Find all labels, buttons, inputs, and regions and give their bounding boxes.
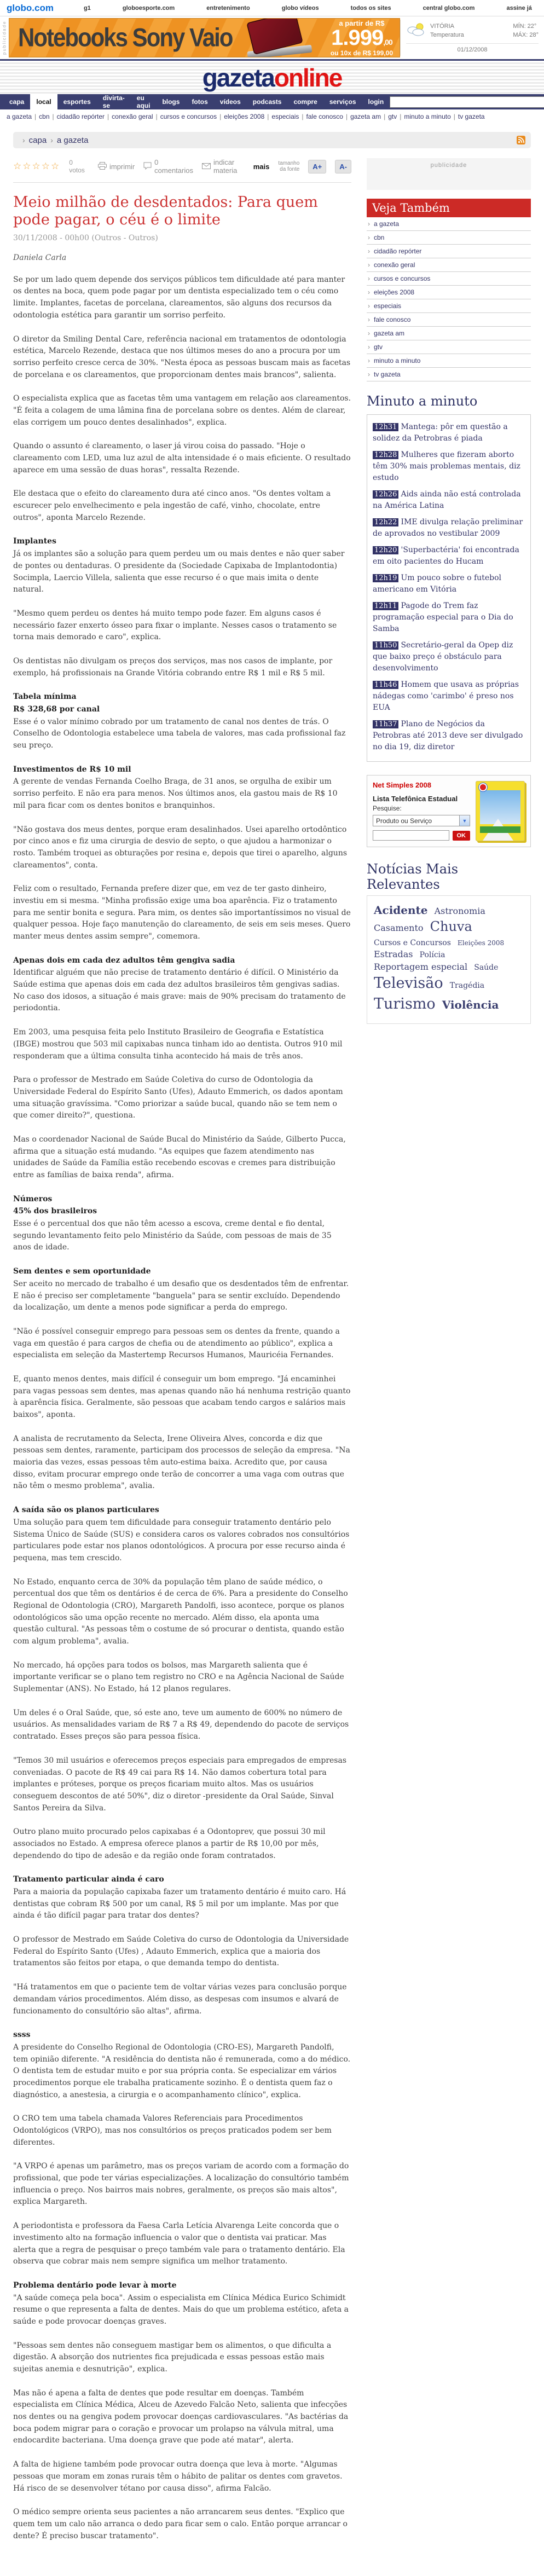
sidebar — [367, 152, 531, 1024]
veja-tambem-label: minuto a minuto — [374, 357, 421, 364]
article-section-heading: Tabela mínima — [13, 692, 77, 702]
breadcrumb-arrow-icon: › — [22, 136, 25, 144]
globo-bar-link-assine-ja[interactable]: assine já — [506, 4, 532, 11]
ad-row — [0, 16, 544, 59]
veja-tambem-label: cbn — [374, 234, 385, 241]
globo-bar-link-central-globo.com[interactable]: central globo.com — [423, 4, 475, 11]
chevron-right-icon: › — [368, 275, 370, 282]
article-body — [13, 274, 351, 2543]
globo-bar-link-globoesporte.com[interactable]: globoesporte.com — [122, 4, 175, 11]
article-paragraph: "Mesmo quem perdeu os dentes há muito tempo pode fazer. Em alguns casos é necessário fazer enxerto ósseo para fixar o implante. Nesses casos o tratamento se torna mais demorado e caro", explica. — [13, 609, 337, 642]
article-date: 30/11/2008 - 00h00 (Outros - Outros) — [13, 233, 158, 242]
minuto-text: Secretário-geral da Opep diz que baixo preço é obstáculo para desenvolvimento — [373, 641, 513, 673]
rating-star[interactable]: ☆ — [32, 161, 42, 171]
subnav-link-gazeta-am[interactable]: gazeta am — [350, 113, 381, 120]
subnav-link-cursos-e-concursos[interactable]: cursos e concursos — [160, 113, 217, 120]
noticias-relevantes-title: Notícias Mais Relevantes — [367, 861, 531, 892]
tag-link-casamento[interactable]: Casamento — [374, 923, 424, 933]
article-section-heading: Investimentos de R$ 10 mil — [13, 765, 131, 774]
article-paragraph: A presidente do Conselho Regional de Odontologia (CRO-ES), Margareth Pandolfi, tem opinião diferente. "A residência do dentista não é remunerada, como a do médico. O dentista tem de estudar muito e por sua própria conta. Se especializar em vários procedimentos porque ele trabalha praticamente sozinho. É o dentista quem faz o diagnóstico, a anestesia, a cirurgia e o acompanhamento clínico", explica. — [13, 2042, 351, 2099]
weather-min: MÍN: 22° — [513, 23, 537, 30]
article-paragraph: "Não é possível conseguir emprego para pessoas sem os dentes da frente, quando a vaga em questão é para cargos de chefia ou de atendimento ao público", explica a especialista em seleção da Mastertemp Recursos Humanos, Mauricéia Fernandes. — [13, 1327, 340, 1360]
minuto-text: Homem que usava as próprias nádegas como 'carimbo' é preso nos EUA — [373, 680, 519, 712]
article-paragraph: Os dentistas não divulgam os preços dos serviços, mas nos casos de implante, por exemplo, há profissionais na Grande Vitória cobrando entre R$ 1 mil e R$ 5 mil. — [13, 656, 333, 678]
article-paragraph: Quando o assunto é clareamento, o laser já virou coisa do passado. "Hoje o clareamento com LED, uma luz azul de alta intensidade é o mais eficiente. O resultado aparece em uma sessão de duas horas", ressalta Rezende. — [13, 442, 351, 474]
subnav-link-gtv[interactable]: gtv — [388, 113, 397, 120]
votes-count: 0 votos — [69, 159, 85, 174]
pesquise-label: Pesquise: — [373, 804, 402, 812]
tag-link-cursos-e-concursos[interactable]: Cursos e Concursos — [374, 938, 451, 947]
article-paragraph: Uma solução para quem tem dificuldade para conseguir tratamento dentário pelo Sistema Único de Saúde (SUS) e considera caros os valores cobrados nos consultórios particulares pode estar nos planos odontológicos. A procura por esse recurso ainda é pequena, mas tem crescido. — [13, 1518, 350, 1562]
minuto-time-badge: 12h11 — [373, 602, 398, 610]
tag-link-saude[interactable]: Saúde — [474, 963, 499, 972]
article-paragraph: "Não gostava dos meus dentes, porque eram desalinhados. Usei aparelho ortodôntico por cinco anos e fiz uma cirurgia de desvio de septo, o que ajudou a harmonizar o rosto. Também troquei as obturações por resina e, depois que tirei o aparelho, alguns clareamentos", conta. — [13, 825, 348, 870]
minuto-text: Mantega: pôr em questão a solidez da Petrobras é piada — [373, 422, 508, 443]
veja-tambem-label: a gazeta — [374, 220, 400, 228]
net-simples-ad — [367, 775, 531, 847]
subnav-link-a-gazeta[interactable]: a gazeta — [7, 113, 32, 120]
globo-bar-link-entretenimento[interactable]: entretenimento — [206, 4, 250, 11]
chevron-right-icon: › — [368, 302, 370, 310]
article-paragraph: Um deles é o Oral Saúde, que, só este ano, teve um aumento de 600% no número de usuários. As mensalidades variam de R$ 7 a R$ 49, dependendo do pacote de serviços contratado. Esses preços são para pessoa física. — [13, 1708, 349, 1741]
chevron-down-icon: ▼ — [459, 815, 470, 826]
article-paragraph: A periodontista e professora da Faesa Carla Letícia Alvarenga Leite concorda que o investimento alto na formação influencia o valor que o dentista vai praticar. Mas alerta que a regra de pesquisar o preço também vale para o tratamento dentário. Ela observa que cobrar mais nem sempre significa um melhor tratamento. — [13, 2221, 345, 2266]
more-button[interactable]: mais — [253, 162, 270, 171]
chevron-right-icon: › — [368, 329, 370, 337]
lista-telefonica-label: Lista Telefônica Estadual — [373, 795, 458, 803]
article-paragraph: Esse é o percentual dos que não têm acesso a escova, creme dental e fio dental, segundo levantamento feito pelo Ministério da Saúde, com pessoas de mais de 35 anos de idade. — [13, 1219, 332, 1252]
veja-tambem-label: gtv — [374, 343, 383, 351]
nav-tab-servicos[interactable]: serviços — [329, 98, 356, 106]
tag-link-acidente[interactable]: Acidente — [374, 904, 428, 917]
subnav-link-cidadao-reporter[interactable]: cidadão repórter — [56, 113, 105, 120]
veja-tambem-label: eleições 2008 — [374, 288, 415, 296]
ad-price: 1.999,00 — [331, 25, 392, 50]
article-paragraph: "Há tratamentos em que o paciente tem de voltar várias vezes para conclusão porque demandam vários procedimentos. Além disso, as despesas com insumos e alvará de funcionamento do consultório são altas", afirma. — [13, 1983, 347, 2016]
article-paragraph: Feliz com o resultado, Fernanda prefere dizer que, em vez de ter gasto dinheiro, investiu em si mesma. "Minha profissão exige uma boa aparência. Fiz o tratamento para me sentir bonita e segura. Para mim, os dentes são importantíssimos no visual de qualquer pessoa. Hoje faço manutenção do clareamento, de seis em seis meses. Quero manter meus dentes assim sempre", comemora. — [13, 884, 351, 941]
article-paragraph: No mercado, há opções para todos os bolsos, mas Margareth salienta que é importante verificar se o plano tem registro no CRO e na Agência Nacional de Saúde Suplementar (ANS). No Estado, há 12 planos regulares. — [13, 1660, 344, 1694]
tag-link-violencia[interactable]: Violência — [442, 998, 499, 1012]
nav-items — [3, 94, 390, 109]
tag-link-turismo[interactable]: Turismo — [374, 995, 436, 1013]
minuto-item[interactable] — [373, 517, 525, 540]
chevron-right-icon: › — [368, 220, 370, 228]
veja-tambem-item-cbn[interactable] — [367, 231, 531, 245]
veja-tambem-item-eleicoes-2008[interactable] — [367, 286, 531, 299]
article-toolbar — [13, 152, 351, 183]
subnav-separator: | — [107, 113, 109, 120]
subnav-separator: | — [345, 113, 348, 120]
rss-icon[interactable] — [517, 136, 525, 144]
article-paragraph: Para a maioria da população capixaba fazer um tratamento dentário é muito caro. Há dentistas que cobram R$ 500 por um canal, R$ 5 mil por um implante. Mas por que ainda é tão difícil pagar para tratar dos dentes? — [13, 1888, 346, 1920]
laptop-image — [239, 19, 315, 57]
chevron-right-icon: › — [368, 357, 370, 364]
content — [0, 124, 544, 2576]
nav-tab-compre[interactable]: compre — [293, 98, 317, 106]
subnav-link-fale-conosco[interactable]: fale conosco — [306, 113, 343, 120]
article-paragraph: A analista de recrutamento da Selecta, Irene Oliveira Alves, concorda e diz que pessoas sem dentes, raramente, participam dos processos de seleção da empresa. "Na maioria das vezes, essas pessoas têm auto-estima baixa. Acredito que, por causa disso, evitam procurar emprego onde terão de concorrer a uma vaga com outras que não têm o mesmo problema", avalia. — [13, 1434, 350, 1491]
minuto-time-badge: 12h19 — [373, 574, 398, 582]
article-paragraph: Mas não é apena a falta de dentes que pode resultar em doenças. Também especialista em Clínica Médica, Alceu de Azevedo Falcão Neto, salienta que infecções nos dentes ou na gengiva podem provocar doenças cardiovasculares. "As bactérias da boca podem migrar para o coração e provocar um prolapso na válvula mitral, uma endocardite bacteriana. Uma doença grave que pode até matar", alerta. — [13, 2388, 349, 2445]
globo-bar — [0, 0, 544, 16]
article-paragraph: O médico sempre orienta seus pacientes a não arrancarem seus dentes. "Explico que quem tem um calo não arranca o dedo para ficar sem o calo. Então porque arrancar o dente? É preciso buscar tratamento". — [13, 2508, 348, 2540]
article-paragraph: E, quanto menos dentes, mais difícil é conseguir um bom emprego. "Já encaminhei para vagas pessoas sem dentes, mas apenas quando não há nenhuma restrição quanto à aparência física. Geralmente, são pessoas que acabam tendo cargos e salários mais baixos", aponta. — [13, 1374, 351, 1420]
veja-tambem-label: cursos e concursos — [374, 275, 431, 282]
nav-search — [390, 94, 544, 109]
article-section-heading: Tratamento particular ainda é caro — [13, 1875, 164, 1884]
page-title: Meio milhão de desdentados: Para quem pode pagar, o céu é o limite — [13, 194, 318, 229]
weather-label: Temperatura — [430, 31, 464, 38]
article-paragraph: Ele destaca que o efeito do clareamento dura até cinco anos. "Os dentes voltam a escurecer pelo envelhecimento e pela ingestão de café, vinho, chocolate, entre outros", aponta Marcelo Rezende. — [13, 489, 331, 522]
printer-icon — [98, 162, 107, 171]
nav-tab-podcasts[interactable]: podcasts — [252, 98, 282, 106]
subnav-link-minuto-a-minuto[interactable]: minuto a minuto — [404, 113, 451, 120]
veja-tambem-item-minuto-a-minuto[interactable] — [367, 354, 531, 368]
minuto-item[interactable] — [373, 421, 525, 444]
article-paragraph: O especialista explica que as facetas têm uma vantagem em relação aos clareamentos. "É feita a colagem de uma lâmina fina de porcelana sobre os dentes. Além de clarear, elas corrigem um pouco dentes desalinhados", explica. — [13, 394, 351, 427]
subnav-link-tv-gazeta[interactable]: tv gazeta — [458, 113, 485, 120]
minuto-item[interactable] — [373, 640, 525, 674]
tag-link-astronomia[interactable]: Astronomia — [434, 906, 485, 916]
minuto-text: Pagode do Trem faz programação especial para o Dia do Samba — [373, 601, 513, 633]
article-paragraph: Para o professor de Mestrado em Saúde Coletiva do curso de Odontologia da Universidade Federal do Espírito Santo (Ufes), Adauto Emmerich, os dados apontam uma situação gravíssima. "Como priorizar a saúde bucal, quando não se tem nem o que comer direito?", questiona. — [13, 1075, 343, 1120]
weather-city: VITÓRIA — [430, 23, 455, 30]
subnav-separator: | — [384, 113, 386, 120]
veja-tambem-label: conexão geral — [374, 261, 415, 269]
article-paragraph: O diretor da Smiling Dental Care, referência nacional em tratamentos de odontologia estética, Marcelo Rezende, destaca que nos últimos meses do ano a procura por um sorriso perfeito cresce cerca de 30%. "Nesta época as pessoas buscam mais as facetas de porcelana e os clareamentos, que proporcionam dentes mais brancos", salienta. — [13, 334, 351, 379]
chevron-right-icon: › — [368, 288, 370, 296]
article-section-heading: Números — [13, 1194, 53, 1203]
comment-icon — [143, 162, 152, 171]
rating-star[interactable]: ☆ — [51, 161, 61, 171]
subnav-separator: | — [453, 113, 455, 120]
subnav-link-cbn[interactable]: cbn — [39, 113, 50, 120]
minuto-item[interactable] — [373, 449, 525, 484]
subnav-separator: | — [400, 113, 402, 120]
nav-tab-videos[interactable]: vídeos — [219, 98, 241, 106]
article-paragraph: "Temos 30 mil usuários e oferecemos preços especiais para empregados de empresas conveniadas. O pacote de R$ 49 cai para R$ 14. Não damos cobertura total para implantes e próteses, porque os preços ficariam muito altos. Mas os usuários conseguem descontos de até 50%", diz o diretor -presidente da Oral Saúde, Sinval Santos Pereira da Silva. — [13, 1756, 347, 1813]
ad-installments: ou 10x de R$ 199,00 — [330, 49, 393, 57]
veja-tambem-label: fale conosco — [374, 316, 411, 323]
minuto-text: Plano de Negócios da Petrobras até 2013 deve ser divulgado no dia 19, diz diretor — [373, 720, 523, 751]
veja-tambem-label: gazeta am — [374, 329, 405, 337]
chevron-right-icon: › — [368, 234, 370, 241]
nav-tab-esportes[interactable]: esportes — [63, 98, 91, 106]
share-button[interactable]: indicar materia — [202, 158, 245, 175]
veja-tambem-list — [367, 217, 531, 381]
article-byline: Daniela Carla — [13, 253, 67, 262]
minuto-item[interactable] — [373, 489, 525, 512]
veja-tambem-label: cidadão repórter — [374, 247, 422, 255]
weather-widget — [400, 20, 544, 56]
minuto-item[interactable] — [373, 679, 525, 714]
tag-link-policia[interactable]: Polícia — [419, 951, 445, 960]
minuto-a-minuto-title: Minuto a minuto — [367, 393, 478, 409]
tag-cloud — [367, 895, 531, 1024]
main-nav — [0, 94, 544, 109]
article-paragraph: O CRO tem uma tabela chamada Valores Referenciais para Procedimentos Odontológicos (VRPO), mas nos consultórios os preços praticados podem ser bem diferentes. — [13, 2114, 332, 2147]
nav-tab-eu-aqui[interactable]: eu aqui — [136, 94, 151, 109]
nav-tab-local[interactable]: local — [30, 94, 57, 109]
tag-link-tragedia[interactable]: Tragédia — [449, 981, 485, 991]
minuto-time-badge: 12h26 — [373, 490, 398, 499]
comments-button[interactable]: 0 comentarios — [143, 158, 193, 175]
search-input[interactable] — [390, 96, 544, 108]
ok-button[interactable]: OK — [453, 831, 471, 841]
article-section-heading: R$ 328,68 por canal — [13, 705, 100, 714]
veja-tambem-item-cidadao-reporter[interactable] — [367, 245, 531, 258]
rating-stars — [13, 161, 60, 172]
article-paragraph: Ser aceito no mercado de trabalho é um desafio que os desdentados têm de enfrentar. E não é preciso ser completamente "banguela" para se sentir excluído. Dependendo da localização, um dente a menos pode significar a perda do emprego. — [13, 1279, 349, 1312]
weather-max: MÁX: 28° — [513, 31, 539, 38]
minuto-item[interactable] — [373, 572, 525, 595]
minuto-time-badge: 11h37 — [373, 720, 398, 728]
weather-date: 01/12/2008 — [406, 43, 539, 53]
subnav-separator: | — [219, 113, 222, 120]
minuto-text: IME divulga relação preliminar de aprovados no vestibular 2009 — [373, 518, 523, 538]
article-section-heading: Apenas dois em cada dez adultos têm gengiva sadia — [13, 956, 235, 965]
rating-star[interactable]: ☆ — [22, 161, 32, 171]
publicidade-vertical-label: publicidade — [2, 20, 7, 55]
veja-tambem-label: especiais — [374, 302, 402, 310]
veja-tambem-header: Veja Também — [367, 199, 531, 217]
breadcrumb-link-a-gazeta[interactable]: a gazeta — [56, 135, 89, 145]
globo-bar-link-todos-os-sites[interactable]: todos os sites — [350, 4, 391, 11]
subnav-separator: | — [34, 113, 37, 120]
article-section-heading: Sem dentes e sem oportunidade — [13, 1267, 151, 1276]
chevron-right-icon: › — [368, 371, 370, 378]
gazetaonline-logo[interactable]: gazetaonline — [202, 63, 342, 92]
chevron-right-icon: › — [368, 316, 370, 323]
minuto-item[interactable] — [373, 719, 525, 753]
tag-link-estradas[interactable]: Estradas — [374, 949, 413, 960]
font-size-label: tamanho da fonte — [278, 160, 300, 172]
font-increase-button[interactable]: A+ — [308, 160, 326, 173]
article-section-heading: ssss — [13, 2030, 31, 2040]
print-button[interactable]: imprimir — [98, 162, 135, 171]
chevron-right-icon: › — [368, 343, 370, 351]
minuto-a-minuto-box — [367, 414, 531, 762]
breadcrumb-arrow-icon: › — [50, 136, 53, 144]
minuto-item[interactable] — [373, 545, 525, 568]
article-paragraph: Mas o coordenador Nacional de Saúde Bucal do Ministério da Saúde, Gilberto Pucca, afirma que a situação está mudando. "As equipes que fazem atendimento nas unidades de Saúde da Família estão recebendo escovas e cremes para distribuição entre as famílias de baixa renda", afirma. — [13, 1134, 346, 1180]
article-paragraph: A falta de higiene também pode provocar outra doença que leva à morte. "Algumas pessoas que moram em zonas rurais têm o hábito de palitar os dentes com gravetos. Há risco de se desenvolver tétano por causa disso", afirma Falcão. — [13, 2460, 343, 2493]
article-paragraph: "A VRPO é apenas um parâmetro, mas os preços variam de acordo com a formação do profissional, que pode ter várias especializações. A localização do consultório também influencia o preço. Nos bairros mais nobres, geralmente, os preços são mais altos", explica Margareth. — [13, 2162, 349, 2207]
article-paragraph: Já os implantes são a solução para quem perdeu um ou mais dentes e não quer saber de pontes ou dentaduras. O presidente da (Sociedade Capixaba de Implantodontia) Socimpla, Laercio Villela, salienta que esse recurso é o que mais imita o dente natural. — [13, 549, 345, 594]
minuto-time-badge: 12h31 — [373, 423, 398, 431]
article-section-heading: Implantes — [13, 537, 56, 546]
minuto-time-badge: 11h46 — [373, 681, 398, 689]
subnav-separator: | — [267, 113, 269, 120]
article-paragraph: "Pessoas sem dentes não conseguem mastigar bem os alimentos, o que dificulta a digestão. A absorção dos nutrientes fica prejudicada e essas pessoas estão mais sujeitas anemia e desnutrição", explica. — [13, 2341, 332, 2374]
globo-links — [84, 5, 532, 11]
logo-row — [0, 59, 544, 94]
subnav-separator: | — [302, 113, 304, 120]
article-section-heading: Problema dentário pode levar à morte — [13, 2280, 177, 2290]
envelope-icon — [202, 163, 211, 171]
chevron-right-icon: › — [368, 247, 370, 255]
nav-tab-divirta-se[interactable]: divirta-se — [102, 94, 125, 109]
phonebook-search-input[interactable] — [373, 830, 449, 841]
minuto-time-badge: 12h22 — [373, 518, 398, 526]
sony-vaio-ad-banner[interactable] — [9, 18, 400, 57]
tag-link-televisao[interactable]: Televisão — [374, 975, 443, 992]
phonebook-image — [476, 781, 525, 841]
nav-tab-login[interactable]: login — [368, 98, 384, 106]
article-section-heading: 45% dos brasileiros — [13, 1207, 97, 1216]
nav-tab-fotos[interactable]: fotos — [192, 98, 208, 106]
weather-icon — [406, 22, 426, 39]
article-column — [13, 152, 351, 2554]
article-paragraph: No Estado, enquanto cerca de 30% da população têm plano de saúde médico, o percentual dos que têm os dentários é de cerca de 6%. Para a presidente do Conselho Regional de Odontologia (CRO), Margareth Pandolfi, isso acontece, porque os planos odontológicos são uma opção recente no mercado. Além disso, ela aponta uma questão cultural. "As pessoas têm o costume de só procurar o dentista, quando estão com algum problema", avalia. — [13, 1577, 348, 1646]
chevron-right-icon: › — [368, 261, 370, 269]
veja-tambem-item-cursos-e-concursos[interactable] — [367, 272, 531, 286]
sidebar-ad-placeholder: publicidade — [367, 158, 531, 190]
minuto-text: Mulheres que fizeram aborto têm 30% mais problemas mentais, diz estudo — [373, 450, 520, 482]
subnav-link-eleicoes-2008[interactable]: eleições 2008 — [224, 113, 265, 120]
subnav-separator: | — [52, 113, 54, 120]
article-paragraph: Identificar alguém que não precise de tratamento dentário é difícil. O Ministério da Saúde estima que apenas dois em cada dez adultos brasileiros têm gengivas sadias. No caso dos idosos, a situação é mais grave: mais de 90% precisam do tratamento de periodontia. — [13, 968, 346, 1013]
ad-price-block — [331, 20, 393, 56]
minuto-item[interactable] — [373, 600, 525, 635]
minuto-text: Um pouco sobre o futebol americano em Vitória — [373, 574, 501, 594]
veja-tambem-item-fale-conosco[interactable] — [367, 313, 531, 327]
veja-tambem-item-gazeta-am[interactable] — [367, 327, 531, 340]
tag-link-reportagem-especial[interactable]: Reportagem especial — [374, 961, 468, 972]
minuto-time-badge: 11h50 — [373, 641, 398, 650]
subnav-link-especiais[interactable]: especiais — [271, 113, 299, 120]
globo-com-logo[interactable]: globo.com — [7, 2, 54, 13]
tag-link-eleicoes-2008[interactable]: Eleições 2008 — [458, 939, 505, 947]
nav-tab-capa[interactable]: capa — [9, 98, 25, 106]
font-decrease-button[interactable]: A- — [335, 160, 351, 173]
article-paragraph: Esse é o valor mínimo cobrado por um tratamento de canal nos dentes de trás. O Conselho de Odontologia estabelece uma tabela de valores, mas cada profissional faz seu preço. — [13, 717, 346, 750]
veja-tambem-label: tv gazeta — [374, 371, 401, 378]
globo-bar-link-globo-videos[interactable]: globo vídeos — [281, 4, 319, 11]
breadcrumb — [13, 132, 531, 148]
globo-bar-link-g1[interactable]: g1 — [83, 4, 91, 11]
minuto-time-badge: 12h28 — [373, 451, 398, 459]
article-paragraph: O professor de Mestrado em Saúde Coletiva do curso de Odontologia da Universidade Federal do Espírito Santo (Ufes) , Adauto Emmerich, explica que a maioria dos tratamentos são feitos por etapa, o que demanda tempo do dentista. — [13, 1935, 349, 1968]
sub-nav — [0, 109, 544, 124]
product-service-select[interactable]: Produto ou Serviço ▼ — [373, 815, 470, 826]
minuto-text: Aids ainda não está controlada na América Latina — [373, 490, 521, 510]
ad-price-prefix: a partir de R$ — [339, 19, 385, 27]
article-paragraph: "A saúde começa pela boca". Assim o especialista em Clínica Médica Eurico Schimidt resume o que representa a falta de dentes. Mais do que um problema estético, afeta a saúde e pode provocar doenças graves. — [13, 2293, 349, 2326]
article-paragraph: Se por um lado quem depende dos serviços públicos tem dificuldade até para manter os dentes na boca, quem pode pagar por um dentista especializado tem o céu como limite. Implantes, facetas de porcelana, clareamentos, são alguns dos recursos da odontologia estética para garantir um sorriso perfeito. — [13, 275, 345, 320]
veja-tambem-item-especiais[interactable] — [367, 299, 531, 313]
breadcrumb-link-capa[interactable]: capa — [28, 135, 47, 145]
rating-star[interactable]: ☆ — [41, 161, 51, 171]
subnav-link-conexao-geral[interactable]: conexão geral — [112, 113, 153, 120]
tag-link-chuva[interactable]: Chuva — [430, 919, 472, 934]
subnav-separator: | — [155, 113, 158, 120]
veja-tambem-item-tv-gazeta[interactable] — [367, 368, 531, 381]
rating-star[interactable]: ☆ — [13, 161, 23, 171]
veja-tambem-item-gtv[interactable] — [367, 340, 531, 354]
veja-tambem-item-a-gazeta[interactable] — [367, 217, 531, 231]
article-paragraph: Em 2003, uma pesquisa feita pelo Instituto Brasileiro de Geografia e Estatística (IBGE) mostrou que 503 mil capixabas nunca tinham ido ao dentista. Outros 910 mil responderam que a última consulta tinha acontecido há mais de três anos. — [13, 1028, 343, 1061]
nav-tab-blogs[interactable]: blogs — [162, 98, 180, 106]
net-simples-title: Net Simples 2008 — [373, 781, 431, 789]
minuto-time-badge: 12h20 — [373, 546, 398, 554]
minuto-text: 'Superbactéria' foi encontrada em oito pacientes do Hucam — [373, 546, 519, 566]
article-paragraph: A gerente de vendas Fernanda Coelho Braga, de 31 anos, se orgulha de exibir um sorriso perfeito. E não era para menos. Nos últimos anos, ela gastou mais de R$ 10 mil para ficar com os dentes bonitos e branquinhos. — [13, 777, 338, 810]
ad-title: Notebooks Sony Vaio — [18, 23, 233, 52]
article-section-heading: A saída são os planos particulares — [13, 1506, 159, 1515]
article-paragraph: Outro plano muito procurado pelos capixabas é a Odontoprev, que possui 30 mil associados no Estado. A empresa oferece planos a partir de R$ 10,00 por mês, dependendo do tipo de adesão e da região onde foram contratados. — [13, 1827, 326, 1860]
veja-tambem-item-conexao-geral[interactable] — [367, 258, 531, 272]
